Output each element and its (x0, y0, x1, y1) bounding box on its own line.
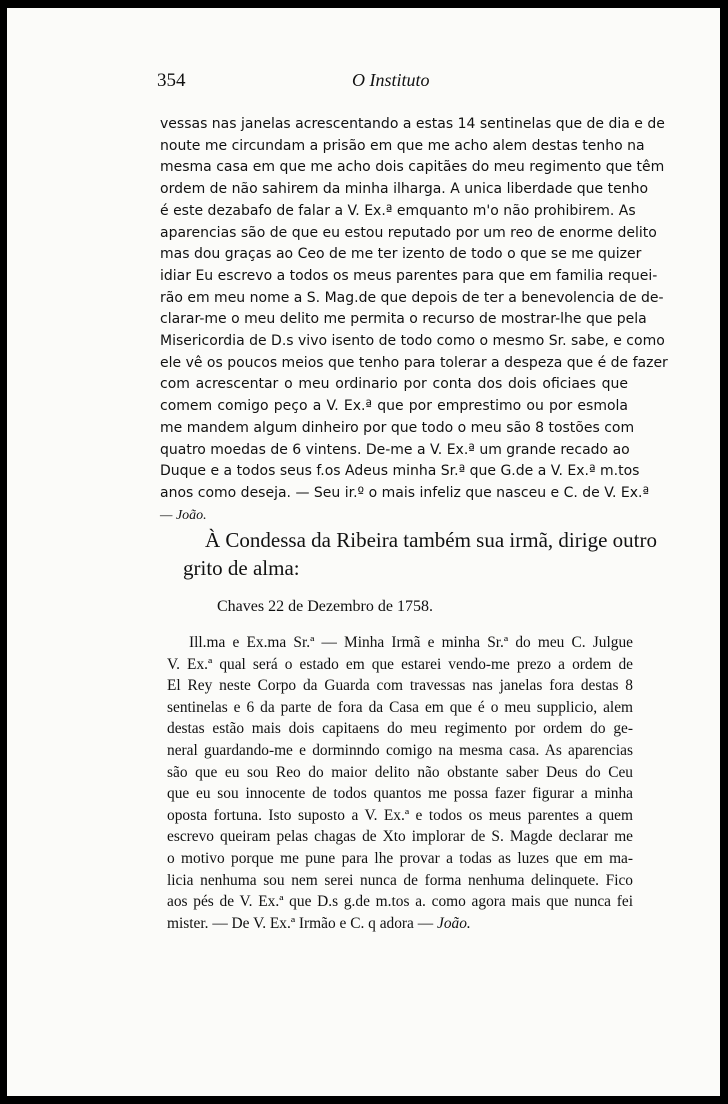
book-page (7, 8, 720, 1096)
section-intro (183, 526, 657, 582)
text-line: aparencias são de que eu estou reputado por um reo de enorme delito (160, 224, 657, 241)
intro-line: grito de alma: (183, 556, 300, 580)
text-line: o motivo porque me pune para lhe provar a todas as luzes que em ma- (167, 849, 633, 867)
text-line: noute me circundam a prisão em que me acho alem destas tenho na (160, 137, 645, 154)
text-line: sentinelas e 6 da parte de fora da Casa em que é o meu supplicio, alem (167, 698, 633, 716)
running-title: O Instituto (352, 70, 430, 90)
text-line: aos pés de V. Ex.ª que D.s g.de m.tos a. como agora mais que nunca fei (167, 893, 633, 911)
text-line: oposta fortuna. Isto suposto a V. Ex.ª e todos os meus parentes a quem (167, 806, 633, 824)
letter-1-signature: — João. (160, 507, 207, 523)
text-line: que eu sou innocente de todos quantos me possa fazer figurar a minha (167, 785, 633, 803)
text-line: com acrescentar o meu ordinario por conta dos dois oficiaes que (160, 376, 628, 393)
text-line: são que eu sou Reo do maior delito não obstante saber Deus do Ceu (167, 763, 633, 781)
text-line: rão em meu nome a S. Mag.de que depois de ter a benevolencia de de- (160, 289, 664, 306)
text-line: quatro moedas de 6 vintens. De-me a V. Ex.ª um grande recado ao (160, 441, 630, 458)
page-number: 354 (157, 70, 186, 91)
text-line: ordem de não sahirem da minha ilharga. A unica liberdade que tenho (160, 181, 649, 198)
text-line: escrevo queiram pelas chagas de Xto implorar de S. Magde declarar me (167, 828, 633, 846)
letter-2-signature: João. (437, 914, 471, 932)
intro-line: À Condessa da Ribeira também sua irmã, dirige outro (205, 528, 657, 552)
text-line: neral guardando-me e dorminndo comigo na mesma casa. As aparencias (167, 741, 633, 759)
text-line: Duque e a todos seus f.os Adeus minha Sr.ª que G.de a V. Ex.ª m.tos (160, 463, 640, 480)
text-line: idiar Eu escrevo a todos os meus parentes para que em familia requei- (160, 267, 658, 284)
text-line: anos como deseja. — Seu ir.º o mais infeliz que nasceu e C. de V. Ex.ª (160, 484, 650, 501)
text-line: me mandem algum dinheiro por que todo o meu são 8 tostões com (160, 419, 635, 436)
letter-2-closing (167, 913, 633, 935)
dateline: Chaves 22 de Dezembro de 1758. (217, 598, 433, 615)
text-line: ele vê os poucos meios que tenho para tolerar a despeza que é de fazer (160, 354, 668, 371)
page-header (157, 70, 617, 100)
text-line: mesma casa em que me acho dois capitães do meu regimento que têm (160, 159, 665, 176)
text-line: destas estão mais dois capitaens do meu regimento por ordem do ge- (167, 720, 633, 738)
text-line: V. Ex.ª qual será o estado em que estarei vendo-me prezo a ordem de (167, 655, 633, 673)
letter-1-body (160, 114, 668, 526)
text-line: clarar-me o meu delito me permita o recurso de mostrar-lhe que pela (160, 311, 647, 328)
letter-2-body (167, 632, 633, 934)
text-line: licia nenhuma sou nem serei nunca de forma nenhuma delinquete. Fico (167, 871, 633, 889)
text-line: comem comigo peço a V. Ex.ª que por emprestimo ou por esmola (160, 398, 628, 415)
closing-text: mister. — De V. Ex.ª Irmão e C. q adora — (167, 914, 434, 932)
text-line: é este dezabafo de falar a V. Ex.ª emquanto m'o não prohibirem. As (160, 202, 636, 219)
text-line: vessas nas janelas acrescentando a estas 14 sentinelas que de dia e de (160, 116, 665, 132)
text-line: mas dou graças ao Ceo de me ter izento de todo o que se me quizer (160, 246, 642, 263)
text-line: Ill.ma e Ex.ma Sr.ª — Minha Irmã e minha Sr.ª do meu C. Julgue (189, 634, 633, 651)
text-line: Misericordia de D.s vivo isento de todo como o mesmo Sr. sabe, e como (160, 333, 665, 350)
text-line: El Rey neste Corpo da Guarda com travessas nas janelas fora destas 8 (167, 677, 633, 695)
